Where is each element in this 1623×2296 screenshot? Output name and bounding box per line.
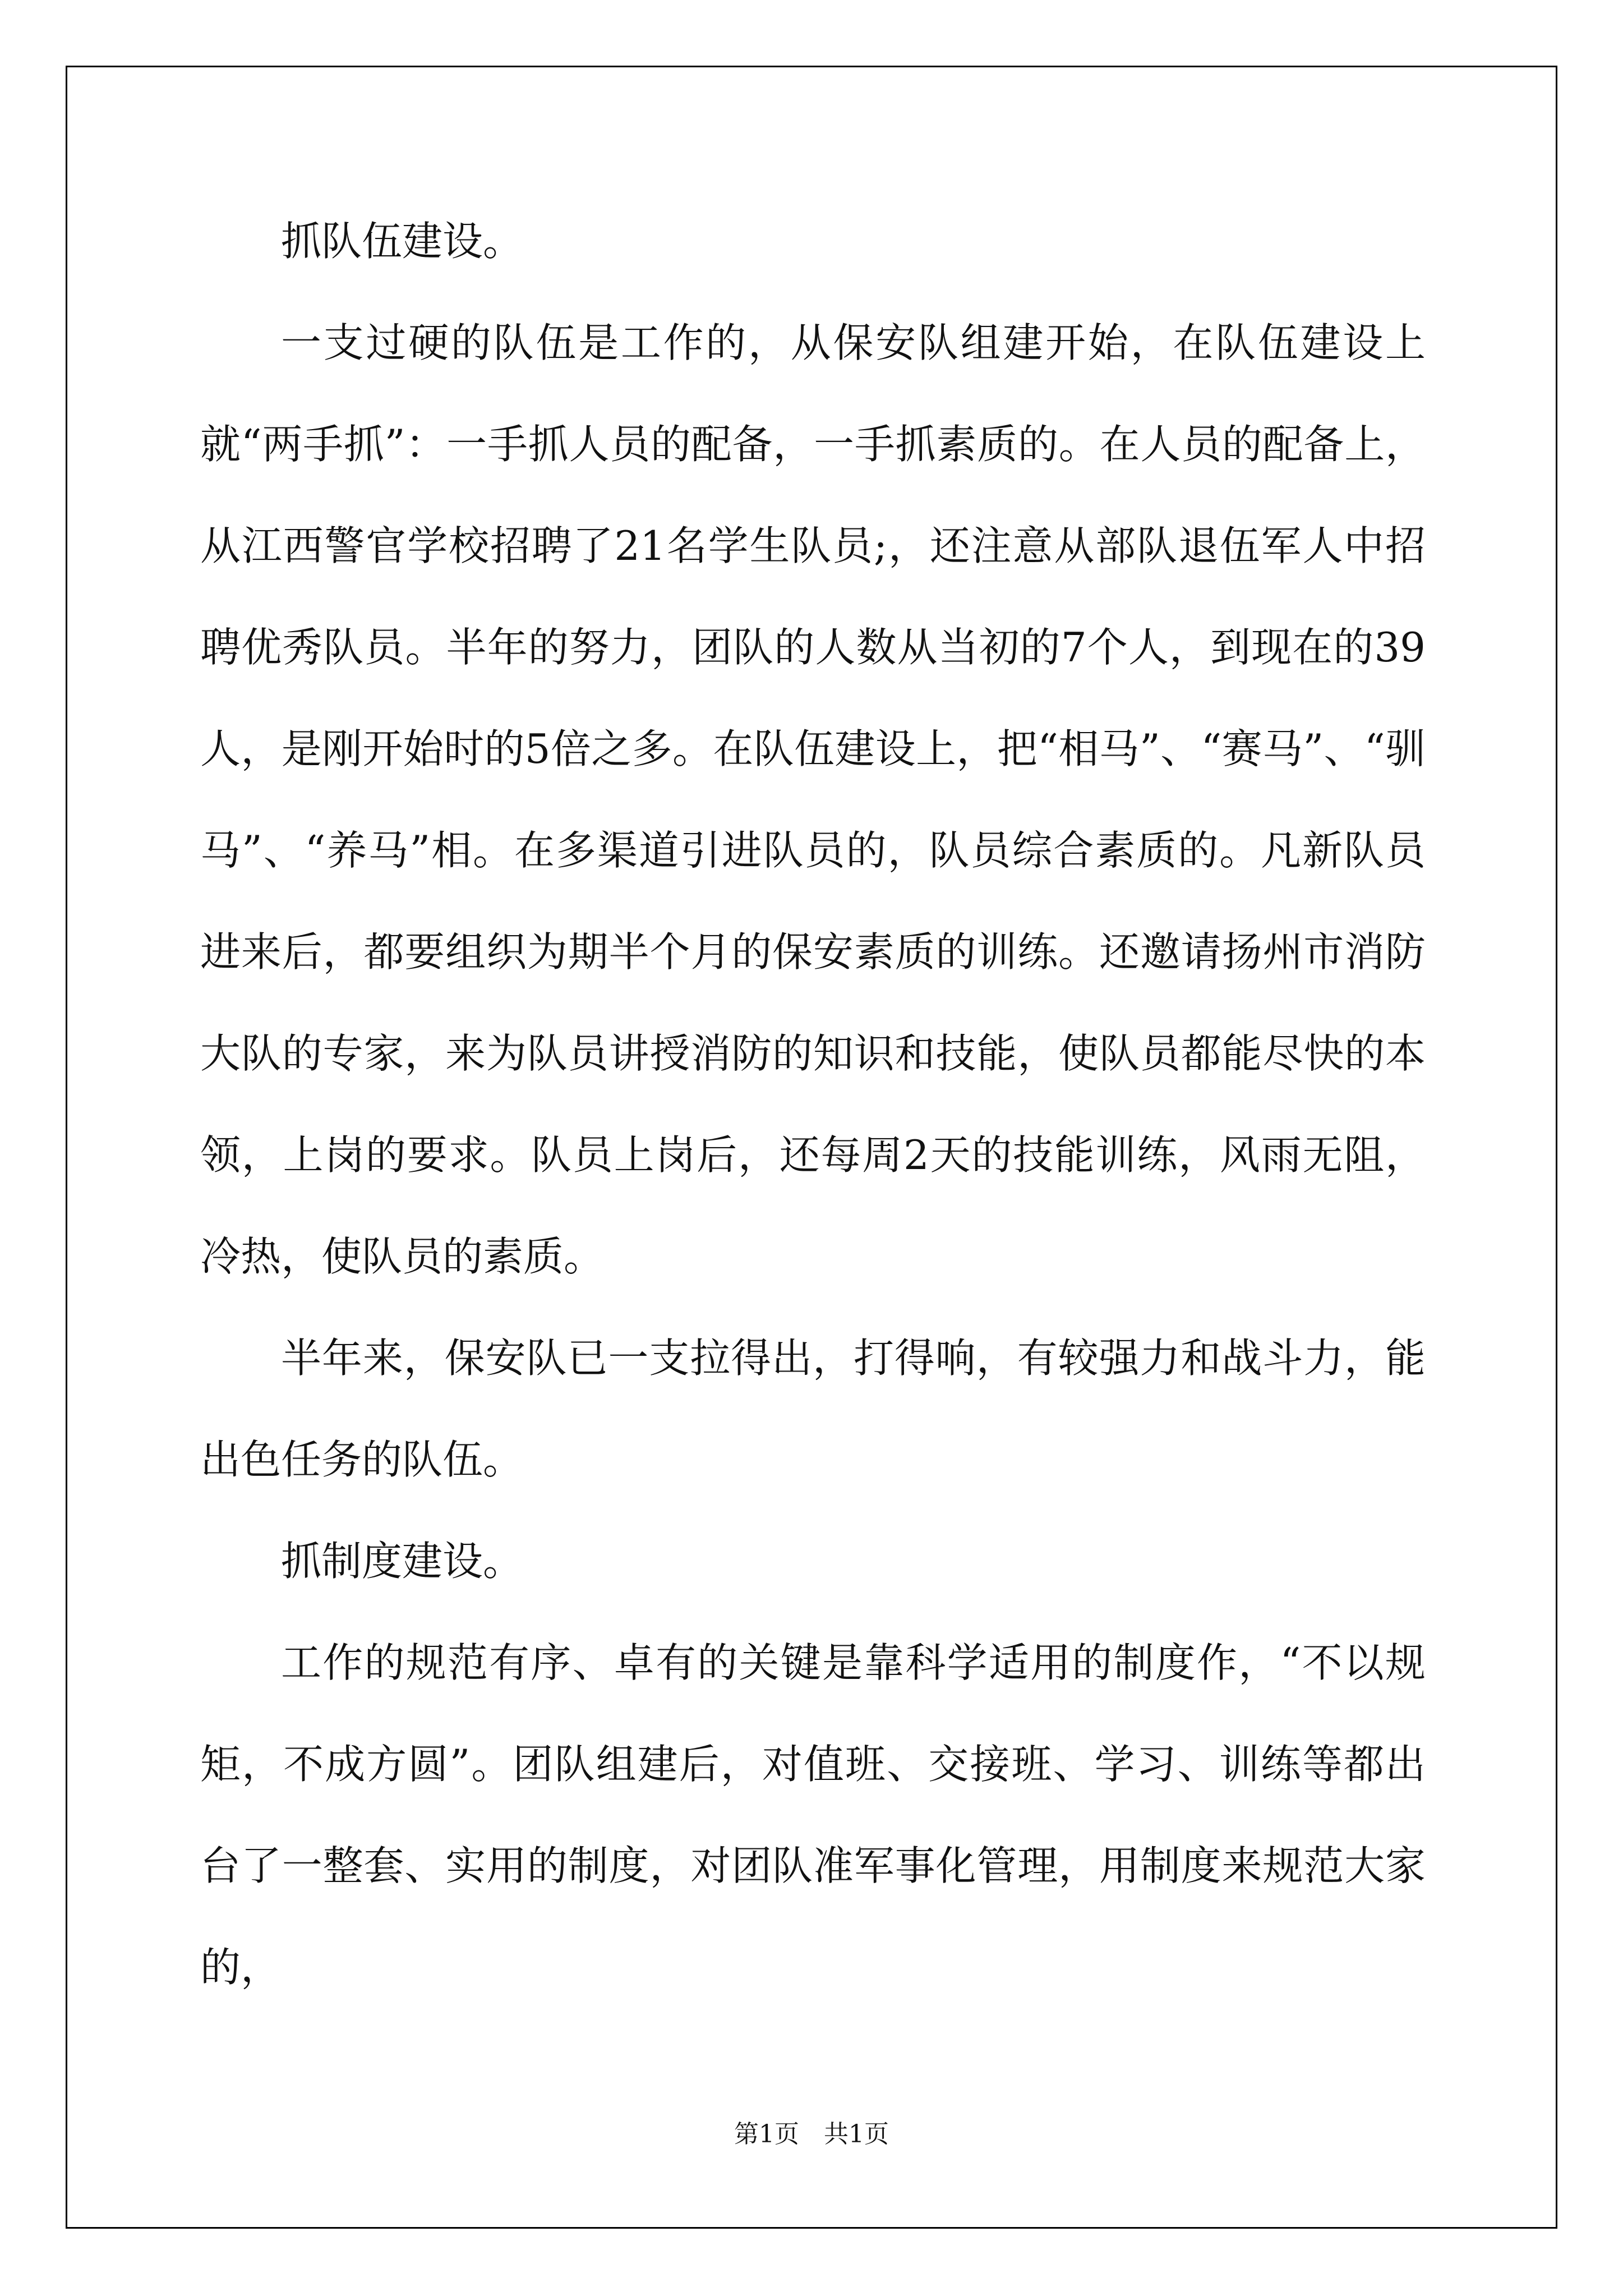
paragraph-2: 一支过硬的队伍是工作的，从保安队组建开始，在队伍建设上就“两手抓”：一手抓人员的配备，一手抓素质的。在人员的配备上，从江西警官学校招聘了21名学生队员;，还注意从部队退伍军人中招聘优秀队员。半年的努力，团队的人数从当初的7个人，到现在的39人，是刚开始时的5倍之多。在队伍建设上，把“相马”、“赛马”、“驯马”、“养马”相。在多渠道引进队员的，队员综合素质的。凡新队员进来后，都要组织为期半个月的保安素质的训练。还邀请扬州市消防大队的专家，来为队员讲授消防的知识和技能，使队员都能尽快的本领，上岗的要求。队员上岗后，还每周2天的技能训练，风雨无阻，冷热，使队员的素质。 — [200, 319, 1426, 1280]
paragraph-1: 抓队伍建设。 — [281, 218, 524, 265]
document-body — [200, 191, 1426, 2018]
paragraph-5: 工作的规范有序、卓有的关键是靠科学适用的制度作，“不以规矩，不成方圆”。团队组建后，对值班、交接班、学习、训练等都出台了一整套、实用的制度，对团队准军事化管理，用制度来规范大家的， — [200, 1639, 1426, 1991]
paragraph-4: 抓制度建设。 — [281, 1538, 524, 1585]
page-footer: 第1页 共1页 — [734, 2120, 889, 2148]
paragraph-3: 半年来，保安队已一支拉得出，打得响，有较强力和战斗力，能出色任务的队伍。 — [200, 1335, 1426, 1483]
